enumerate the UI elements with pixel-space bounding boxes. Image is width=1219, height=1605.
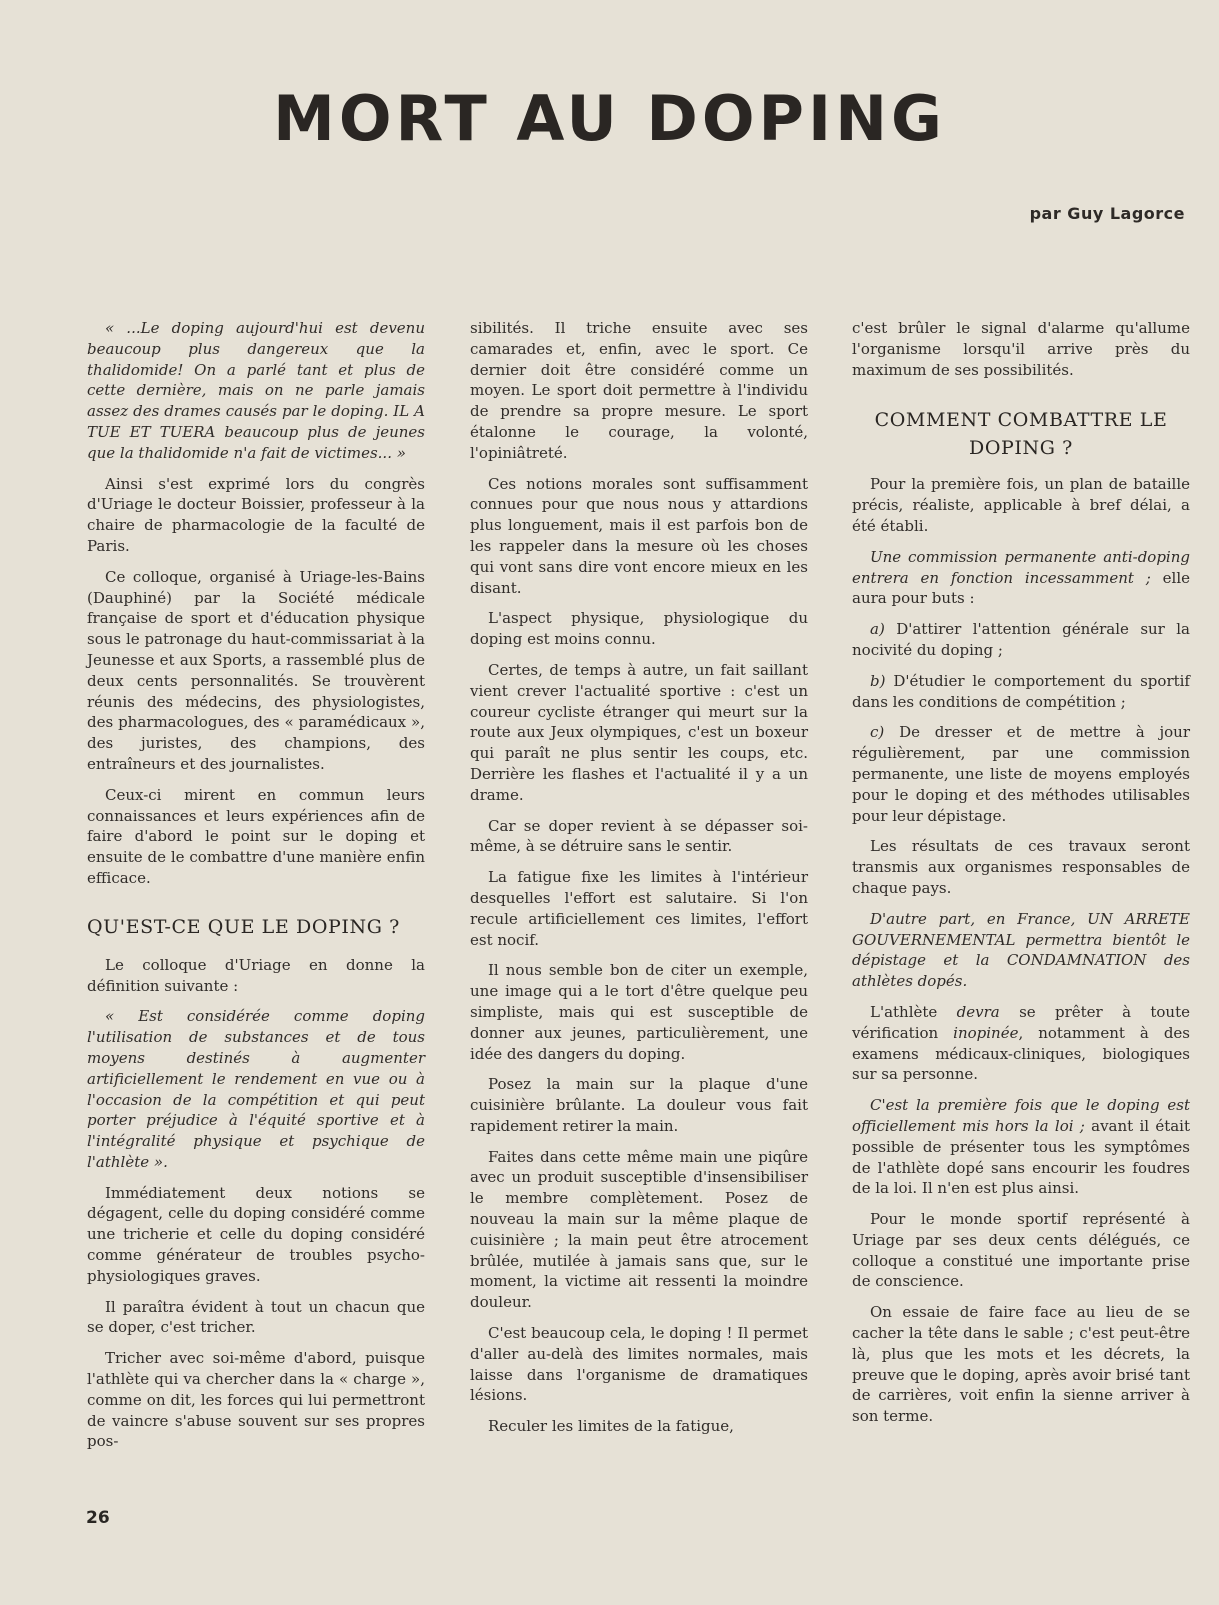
paragraph: Ce colloque, organisé à Uriage-les-Bains (Dauphiné) par la Société médicale française de sport et d'éducation physique sous le patronage du haut-commissariat à la Jeunesse et aux Sports, a rassemblé plus de deux cents personnalités. Se trouvèrent réunis des médecins, des physiologistes, des pharmacologues, des « paramédicaux », des juristes, des champions, des entraîneurs et des journalistes. xyxy=(87,567,425,773)
opening-quote: « ...Le doping aujourd'hui est devenu beaucoup plus dangereux que la thalidomide! On a parlé tant et plus de cette dernière, mais on ne parle jamais assez des drames causés par le doping. IL A TUE ET TUERA beaucoup plus de jeunes que la thalidomide n'a fait de victimes... » xyxy=(87,319,425,462)
page-number: 26 xyxy=(86,1508,110,1528)
paragraph xyxy=(852,547,1190,609)
commission-rest: elle aura pour buts : xyxy=(852,568,1190,608)
paragraph: La fatigue fixe les limites à l'intérieur desquelles l'effort est salutaire. Si l'on recule artificiellement ces limites, l'effort est nocif. xyxy=(470,868,808,949)
list-text: D'attirer l'attention générale sur la nocivité du doping ; xyxy=(852,620,1190,659)
paragraph: Ainsi s'est exprimé lors du congrès d'Uriage le docteur Boissier, professeur à la chaire de pharmacologie de la faculté de Paris. xyxy=(87,474,425,555)
paragraph xyxy=(852,1095,1190,1199)
paragraph: Immédiatement deux notions se dégagent, celle du doping considéré comme une tricherie et celle du doping considéré comme générateur de troubles psycho-physiologiques graves. xyxy=(87,1183,425,1285)
list-letter: b) xyxy=(870,671,886,690)
paragraph: Il paraîtra évident à tout un chacun que se doper, c'est tricher. xyxy=(87,1297,425,1337)
arrete-paragraph: D'autre part, en France, UN ARRETE GOUVERNEMENTAL permettra bientôt le dépistage et la CONDAMNATION des athlètes dopés. xyxy=(852,909,1190,991)
column-1 xyxy=(87,318,425,1462)
list-text: De dresser et de mettre à jour régulièrement, par une commission permanente, une liste de moyens employés pour le doping et des méthodes utilisables pour leur dépistage. xyxy=(852,723,1190,825)
paragraph: On essaie de faire face au lieu de se cacher la tête dans le sable ; c'est peut-être là, plus que les mots et les décrets, la preuve que le doping, après avoir brisé tant de carrières, voit enfin la sienne arriver à son terme. xyxy=(852,1303,1190,1426)
text-run-italic: inopinée xyxy=(953,1023,1019,1042)
column-3 xyxy=(852,318,1190,1437)
column-2 xyxy=(470,318,808,1447)
list-text: D'étudier le comportement du sportif dans les conditions de compétition ; xyxy=(852,671,1190,711)
list-item-a xyxy=(852,619,1190,661)
list-letter: c) xyxy=(870,723,885,742)
paragraph: c'est brûler le signal d'alarme qu'allume l'organisme lorsqu'il arrive près du maximum de ses possibilités. xyxy=(852,319,1190,379)
text-run: , notamment à des examens médicaux-cliniques, biologiques sur sa personne. xyxy=(852,1023,1190,1084)
text-run-italic: devra xyxy=(956,1002,1000,1021)
definition-quote: « Est considérée comme doping l'utilisation de substances et de tous moyens destinés à augmenter artificiellement le rendement en vue ou à l'occasion de la compétition et qui peut porter préjudice à l'équité sportive et à l'intégralité physique et psychique de l'athlète ». xyxy=(87,1007,425,1171)
commission-italic: Une commission permanente anti-doping entrera en fonction incessamment ; xyxy=(852,547,1190,587)
byline: par Guy Lagorce xyxy=(1029,204,1185,223)
text-run: L'athlète xyxy=(870,1002,957,1021)
paragraph xyxy=(852,1002,1190,1085)
section-heading-definition: QU'EST-CE QUE LE DOPING ? xyxy=(87,915,400,938)
paragraph: L'aspect physique, physiologique du doping est moins connu. xyxy=(470,609,808,649)
article-title: MORT AU DOPING xyxy=(273,82,946,155)
paragraph: Ces notions morales sont suffisamment connues pour que nous nous y attardions plus longuement, mais il est parfois bon de les rappeler dans la mesure où les choses qui vont sans dire vont encore mieux en les disant. xyxy=(470,474,808,597)
paragraph: Certes, de temps à autre, un fait saillant vient crever l'actualité sportive : c'est un coureur cycliste étranger qui meurt sur la route aux Jeux olympiques, c'est un boxeur qui paraît ne plus sentir les coups, etc. Derrière les flashes et l'actualité il y a un drame. xyxy=(470,660,808,804)
paragraph: Tricher avec soi-même d'abord, puisque l'athlète qui va chercher dans la « charge », comme on dit, les forces qui lui permettront de vaincre s'abuse souvent sur ses propres pos- xyxy=(87,1349,425,1451)
paragraph: Pour la première fois, un plan de bataille précis, réaliste, applicable à bref délai, a été établi. xyxy=(852,475,1190,535)
paragraph: Il nous semble bon de citer un exemple, une image qui a le tort d'être quelque peu simpliste, mais qui est susceptible de donner aux jeunes, particulièrement, une idée des dangers du doping. xyxy=(470,961,808,1063)
paragraph: Reculer les limites de la fatigue, xyxy=(488,1417,734,1436)
paragraph: Faites dans cette même main une piqûre avec un produit susceptible d'insensibiliser le membre complètement. Posez de nouveau la main sur la même plaque de cuisinière ; la main peut être atrocement brûlée, mutilée à jamais sans que, sur le moment, la victime ait ressenti la moindre douleur. xyxy=(470,1147,808,1312)
text-run: se prêter à toute vérification xyxy=(852,1002,1190,1042)
paragraph: Les résultats de ces travaux seront transmis aux organismes responsables de chaque pays. xyxy=(852,837,1190,897)
paragraph: Le colloque d'Uriage en donne la définition suivante : xyxy=(87,955,425,995)
paragraph: sibilités. Il triche ensuite avec ses camarades et, enfin, avec le sport. Ce dernier doit être considéré comme un moyen. Le sport doit permettre à l'individu de prendre sa propre mesure. Le sport étalonne le courage, la volonté, l'opiniâtreté. xyxy=(470,319,808,462)
text-run-italic: C'est la première fois que le doping est officiellement mis hors la loi ; xyxy=(852,1096,1190,1135)
paragraph: Ceux-ci mirent en commun leurs connaissances et leurs expériences afin de faire d'abord le point sur le doping et ensuite de le combattre d'une manière enfin efficace. xyxy=(87,785,425,887)
list-letter: a) xyxy=(870,620,885,639)
list-item-b xyxy=(852,671,1190,713)
list-item-c xyxy=(852,722,1190,826)
section-heading-combat: COMMENT COMBATTRE LE DOPING ? xyxy=(874,409,1168,460)
paragraph: Posez la main sur la plaque d'une cuisinière brûlante. La douleur vous fait rapidement retirer la main. xyxy=(470,1075,808,1135)
paragraph: C'est beaucoup cela, le doping ! Il permet d'aller au-delà des limites normales, mais laisse dans l'organisme de dramatiques lésions. xyxy=(470,1324,808,1405)
text-run: avant il était possible de présenter tous les symptômes de l'athlète dopé sans encourir les foudres de la loi. Il n'en est plus ainsi. xyxy=(852,1116,1190,1198)
paragraph: Pour le monde sportif représenté à Uriage par ses deux cents délégués, ce colloque a constitué une importante prise de conscience. xyxy=(852,1210,1190,1291)
paragraph: Car se doper revient à se dépasser soi-même, à se détruire sans le sentir. xyxy=(470,816,808,856)
